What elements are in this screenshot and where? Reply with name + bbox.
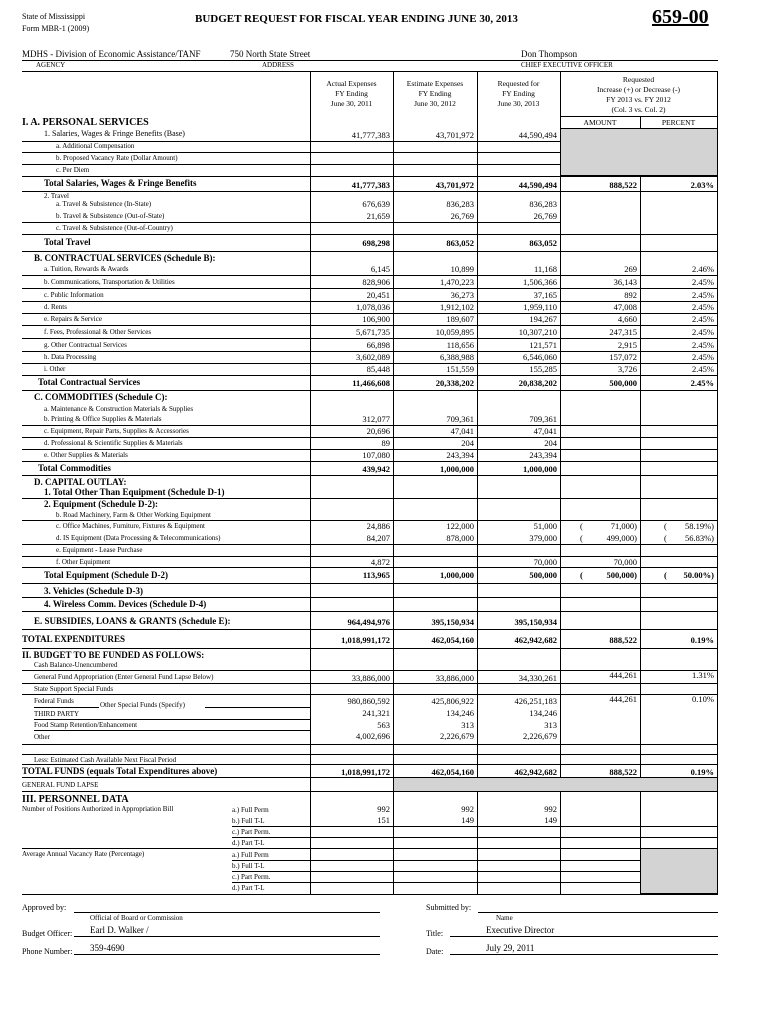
cell-estimate: 313	[461, 720, 474, 730]
cell-requested: 37,165	[533, 290, 557, 300]
cell-estimate: 462,054,160	[431, 635, 474, 645]
cell-amount: 888,522	[609, 180, 637, 190]
name-label: Name	[496, 914, 513, 922]
state-name: State of Mississippi	[22, 12, 86, 21]
cell-estimate: 462,054,160	[431, 767, 474, 777]
paren: (	[664, 521, 667, 531]
cell-requested: 6,546,060	[523, 352, 557, 362]
row-label: Total Contractual Services	[38, 377, 141, 387]
row-label: f. Other Equipment	[56, 558, 111, 566]
row-label: e. Equipment - Lease Purchase	[56, 546, 143, 554]
cell-estimate: 36,273	[450, 290, 474, 300]
cell-requested: 1,000,000	[523, 464, 557, 474]
cell-estimate: 6,388,988	[440, 352, 474, 362]
row-label: c. Public Information	[44, 291, 104, 299]
cell-requested: 10,307,210	[518, 327, 557, 337]
cell-amount: 444,261	[609, 670, 637, 680]
cell-percent: 2.45%	[692, 364, 714, 374]
cell-actual: 113,965	[362, 570, 390, 580]
row-label: f. Fees, Professional & Other Services	[44, 328, 152, 336]
amount-header: AMOUNT	[583, 118, 617, 127]
cell-percent: 2.45%	[692, 277, 714, 287]
row-label: TOTAL FUNDS (equals Total Expenditures above)	[22, 766, 218, 776]
percent-header: PERCENT	[661, 118, 696, 127]
row-label: a.) Full Perm	[232, 806, 269, 814]
row-label: b. Proposed Vacancy Rate (Dollar Amount)	[56, 154, 178, 162]
cell-estimate: 1,470,223	[440, 277, 474, 287]
cell-amount: 3,726	[617, 364, 637, 374]
cell-requested: 26,769	[533, 211, 557, 221]
row-label: a.) Full Perm	[232, 851, 269, 859]
cell-amount: 892	[624, 290, 637, 300]
cell-estimate: 992	[461, 804, 474, 814]
cell-actual: 66,898	[366, 340, 390, 350]
row-label: 3. Vehicles (Schedule D-3)	[44, 586, 143, 596]
row-label: Total Commodities	[38, 463, 111, 473]
cell-requested: 395,150,934	[514, 617, 557, 627]
row-label: b. Printing & Office Supplies & Materials	[44, 415, 162, 423]
cell-actual: 11,466,608	[352, 378, 390, 388]
row-label: 2. Equipment (Schedule D-2):	[44, 499, 159, 509]
phone-number: 359-4690	[90, 943, 125, 953]
shaded-cell	[393, 777, 718, 792]
paren: (	[664, 533, 667, 543]
cell-percent: 2.03%	[690, 180, 714, 190]
section-personal-services: I. A. PERSONAL SERVICES	[22, 117, 149, 128]
cell-actual: 964,494,976	[347, 617, 390, 627]
row-label: a. Maintenance & Construction Materials & Supplies	[44, 405, 194, 413]
cell-estimate: 1,000,000	[440, 464, 474, 474]
address-label: ADDRESS	[262, 61, 294, 69]
cell-actual: 106,900	[362, 314, 390, 324]
cell-actual: 1,018,991,172	[341, 767, 390, 777]
date-value: July 29, 2011	[486, 943, 535, 953]
cell-amount: 247,315	[609, 327, 637, 337]
row-label: b.) Full T-L	[232, 817, 265, 825]
cell-requested: 70,000	[533, 557, 557, 567]
row-label: TOTAL EXPENDITURES	[22, 634, 125, 644]
cell-requested: 462,942,682	[514, 635, 557, 645]
cell-amount: 36,143	[613, 277, 637, 287]
cell-amount: 47,008	[613, 302, 637, 312]
paren: (	[580, 521, 583, 531]
budget-officer-label: Budget Officer:	[22, 929, 73, 938]
cell-actual: 33,886,000	[351, 673, 390, 683]
cell-requested: 204	[544, 438, 557, 448]
row-label: General Fund Appropriation (Enter General Fund Lapse Below)	[34, 673, 214, 681]
cell-actual: 20,696	[366, 426, 390, 436]
cell-actual: 563	[377, 720, 390, 730]
cell-amount: 157,072	[609, 352, 637, 362]
row-label: d. Rents	[44, 303, 67, 311]
cell-actual: 992	[377, 804, 390, 814]
cell-amount: 4,660	[617, 314, 637, 324]
row-label: a. Additional Compensation	[56, 142, 135, 150]
cell-requested: 121,571	[529, 340, 557, 350]
cell-percent: 1.31%	[692, 670, 714, 680]
cell-requested: 20,838,202	[518, 378, 557, 388]
row-label: c. Office Machines, Furniture, Fixtures & Equipment	[56, 522, 205, 530]
cell-requested: 34,330,261	[518, 673, 557, 683]
row-label: i. Other	[44, 365, 66, 373]
row-label: E. SUBSIDIES, LOANS & GRANTS (Schedule E):	[34, 616, 231, 626]
cell-requested: 313	[544, 720, 557, 730]
cell-actual: 676,639	[362, 199, 390, 209]
title-label: Title:	[426, 929, 444, 938]
cell-requested: 709,361	[529, 414, 557, 424]
cell-amount: 70,000	[613, 557, 637, 567]
cell-actual: 20,451	[366, 290, 390, 300]
cell-estimate: 709,361	[446, 414, 474, 424]
cell-requested: 134,246	[529, 708, 557, 718]
row-label: b. Communications, Transportation & Utilities	[44, 278, 175, 286]
row-label: Federal Funds	[34, 697, 74, 705]
cell-percent: 50.00%)	[683, 570, 714, 580]
cell-amount: 500,000)	[606, 570, 637, 580]
shaded-cell	[560, 128, 718, 176]
cell-estimate: 1,912,102	[440, 302, 474, 312]
cell-percent: 2.45%	[690, 378, 714, 388]
cell-actual: 4,002,696	[356, 731, 390, 741]
cell-requested: 194,267	[529, 314, 557, 324]
col-change-header: Requested Increase (+) or Decrease (-) FY 2013 vs. FY 2012 (Col. 3 vs. Col. 2)	[597, 75, 680, 114]
row-label: State Support Special Funds	[34, 685, 114, 693]
row-label: Less: Estimated Cash Available Next Fiscal Period	[34, 756, 177, 764]
row-label: a. Travel & Subsistence (In-State)	[56, 200, 152, 208]
cell-estimate: 204	[461, 438, 474, 448]
row-label: e. Other Supplies & Materials	[44, 451, 128, 459]
row-label: Food Stamp Retention/Enhancement	[34, 721, 138, 729]
cell-requested: 51,000	[533, 521, 557, 531]
cell-percent: 0.19%	[690, 635, 714, 645]
row-label: Total Travel	[44, 237, 91, 247]
cell-percent: 2.45%	[692, 327, 714, 337]
ceo-name: Don Thompson	[521, 49, 578, 59]
row-label: e. Repairs & Service	[44, 315, 102, 323]
cell-actual: 41,777,383	[351, 130, 390, 140]
row-label: 2. Travel	[44, 192, 69, 200]
col-estimate-header: Estimate Expenses FY Ending June 30, 2012	[406, 79, 464, 108]
cell-actual: 980,860,592	[347, 696, 390, 706]
cell-actual: 107,080	[362, 450, 390, 460]
cell-requested: 11,168	[533, 264, 557, 274]
ceo-label: CHIEF EXECUTIVE OFFICER	[521, 61, 613, 69]
paren: (	[580, 533, 583, 543]
cell-requested: 47,041	[533, 426, 557, 436]
section-personnel: III. PERSONNEL DATA	[22, 794, 129, 805]
agency-label: AGENCY	[36, 61, 66, 69]
cell-requested: 992	[544, 804, 557, 814]
row-label: d. Professional & Scientific Supplies & Materials	[44, 439, 183, 447]
cell-requested: 2,226,679	[523, 731, 557, 741]
cell-actual: 698,298	[362, 238, 390, 248]
row-label: Total Salaries, Wages & Fringe Benefits	[44, 178, 197, 188]
row-label: c.) Part Perm.	[232, 828, 271, 836]
cell-amount: 269	[624, 264, 637, 274]
cell-actual: 84,207	[366, 533, 390, 543]
cell-estimate: 2,226,679	[440, 731, 474, 741]
cell-percent: 2.45%	[692, 352, 714, 362]
cell-amount: 888,522	[609, 767, 637, 777]
row-label: b. Travel & Subsistence (Out-of-State)	[56, 212, 165, 220]
cell-percent: 58.19%)	[684, 521, 714, 531]
page-title: BUDGET REQUEST FOR FISCAL YEAR ENDING JUNE 30, 2013	[195, 13, 518, 25]
col-requested-header: Requested for FY Ending June 30, 2013	[497, 79, 540, 108]
cell-requested: 462,942,682	[514, 767, 557, 777]
row-label: Total Equipment (Schedule D-2)	[44, 570, 168, 580]
cell-amount: 499,000)	[606, 533, 637, 543]
paren: (	[664, 570, 667, 580]
row-label: c.) Part Perm.	[232, 873, 271, 881]
cell-estimate: 10,059,895	[435, 327, 474, 337]
cell-estimate: 836,283	[446, 199, 474, 209]
row-label: THIRD PARTY	[34, 710, 80, 718]
cell-actual: 151	[377, 815, 390, 825]
cell-amount: 888,522	[609, 635, 637, 645]
cell-estimate: 33,886,000	[435, 673, 474, 683]
cell-actual: 241,321	[362, 708, 390, 718]
paren: (	[580, 570, 583, 580]
row-label: c. Travel & Subsistence (Out-of-Country)	[56, 224, 173, 232]
row-label: Other	[34, 733, 50, 741]
cell-actual: 4,872	[370, 557, 390, 567]
row-label: c. Per Diem	[56, 166, 90, 174]
cell-amount: 2,915	[617, 340, 637, 350]
cell-percent: 2.45%	[692, 314, 714, 324]
shaded-cell	[640, 848, 718, 894]
cell-estimate: 863,052	[446, 238, 474, 248]
cell-actual: 1,018,991,172	[341, 635, 390, 645]
cell-percent: 2.45%	[692, 340, 714, 350]
cell-actual: 6,145	[370, 264, 390, 274]
cell-estimate: 10,899	[450, 264, 474, 274]
date-label: Date:	[426, 947, 444, 956]
row-label: d. IS Equipment (Data Processing & Telecommunications)	[56, 534, 221, 542]
budget-officer-name: Earl D. Walker /	[90, 925, 149, 935]
cell-estimate: 43,701,972	[435, 180, 474, 190]
cell-requested: 243,394	[529, 450, 557, 460]
cell-estimate: 43,701,972	[435, 130, 474, 140]
cell-estimate: 425,806,922	[431, 696, 474, 706]
cell-actual: 85,448	[366, 364, 390, 374]
cell-requested: 500,000	[529, 570, 557, 580]
cell-actual: 828,906	[362, 277, 390, 287]
row-label: Other Special Funds (Specify)	[100, 701, 185, 709]
phone-label: Phone Number:	[22, 947, 73, 956]
cell-estimate: 122,000	[446, 521, 474, 531]
cell-estimate: 149	[461, 815, 474, 825]
cell-actual: 312,077	[362, 414, 390, 424]
cell-estimate: 243,394	[446, 450, 474, 460]
cell-estimate: 20,338,202	[435, 378, 474, 388]
row-label: Number of Positions Authorized in Appropriation Bill	[22, 805, 174, 813]
cell-actual: 3,602,089	[356, 352, 390, 362]
col-actual-header: Actual Expenses FY Ending June 30, 2011	[326, 79, 377, 108]
cell-actual: 89	[381, 438, 390, 448]
cell-actual: 439,942	[362, 464, 390, 474]
cell-amount: 71,000)	[610, 521, 637, 531]
cell-requested: 44,590,494	[518, 130, 557, 140]
row-label: d.) Part T-L	[232, 884, 265, 892]
cell-estimate: 134,246	[446, 708, 474, 718]
row-label: GENERAL FUND LAPSE	[22, 781, 99, 789]
row-label: 1. Total Other Than Equipment (Schedule D-1)	[44, 487, 225, 497]
cell-requested: 426,251,183	[514, 696, 557, 706]
cell-amount: 444,261	[609, 694, 637, 704]
cell-estimate: 1,000,000	[440, 570, 474, 580]
cell-estimate: 47,041	[450, 426, 474, 436]
cell-amount: 500,000	[609, 378, 637, 388]
agency-name: MDHS - Division of Economic Assistance/TANF	[22, 49, 201, 59]
section-contractual: B. CONTRACTUAL SERVICES (Schedule B):	[34, 253, 216, 263]
cell-actual: 41,777,383	[351, 180, 390, 190]
cell-actual: 21,659	[366, 211, 390, 221]
cell-percent: 0.19%	[690, 767, 714, 777]
cell-estimate: 189,607	[446, 314, 474, 324]
form-code: 659-00	[652, 6, 709, 28]
row-label: Average Annual Vacancy Rate (Percentage)	[22, 850, 145, 858]
cell-requested: 155,285	[529, 364, 557, 374]
cell-percent: 0.10%	[692, 694, 714, 704]
cell-requested: 836,283	[529, 199, 557, 209]
row-label: g. Other Contractual Services	[44, 341, 127, 349]
cell-actual: 24,886	[366, 521, 390, 531]
row-label: c. Equipment, Repair Parts, Supplies & Accessories	[44, 427, 189, 435]
row-label: 1. Salaries, Wages & Fringe Benefits (Base)	[44, 129, 185, 138]
cell-estimate: 26,769	[450, 211, 474, 221]
cell-percent: 2.46%	[692, 264, 714, 274]
row-label: a. Tuition, Rewards & Awards	[44, 265, 129, 273]
cell-requested: 149	[544, 815, 557, 825]
row-label: 4. Wireless Comm. Devices (Schedule D-4)	[44, 599, 207, 609]
row-label: d.) Part T-L	[232, 839, 265, 847]
approved-label: Approved by:	[22, 903, 67, 912]
cell-estimate: 878,000	[446, 533, 474, 543]
row-label: Cash Balance-Unencumbered	[34, 661, 118, 669]
row-label: b. Road Machinery, Farm & Other Working Equipment	[56, 511, 211, 519]
row-label: h. Data Processing	[44, 353, 97, 361]
cell-requested: 863,052	[529, 238, 557, 248]
title-value: Executive Director	[486, 925, 555, 935]
agency-address: 750 North State Street	[230, 49, 311, 59]
section-funding: II. BUDGET TO BE FUNDED AS FOLLOWS:	[22, 650, 205, 660]
cell-requested: 44,590,494	[518, 180, 557, 190]
cell-percent: 2.45%	[692, 302, 714, 312]
cell-percent: 2.45%	[692, 290, 714, 300]
cell-estimate: 118,656	[446, 340, 474, 350]
form-number: Form MBR-1 (2009)	[22, 24, 90, 33]
section-commodities: C. COMMODITIES (Schedule C):	[34, 392, 168, 402]
cell-estimate: 395,150,934	[431, 617, 474, 627]
cell-percent: 56.83%)	[684, 533, 714, 543]
official-label: Official of Board or Commission	[90, 914, 183, 922]
cell-actual: 1,078,036	[356, 302, 390, 312]
submitted-label: Submitted by:	[426, 903, 472, 912]
section-capital-outlay: D. CAPITAL OUTLAY:	[34, 477, 127, 487]
row-label: b.) Full T-L	[232, 862, 265, 870]
cell-requested: 379,000	[529, 533, 557, 543]
cell-actual: 5,671,735	[356, 327, 390, 337]
cell-requested: 1,506,366	[523, 277, 557, 287]
cell-estimate: 151,559	[446, 364, 474, 374]
cell-requested: 1,959,110	[523, 302, 557, 312]
